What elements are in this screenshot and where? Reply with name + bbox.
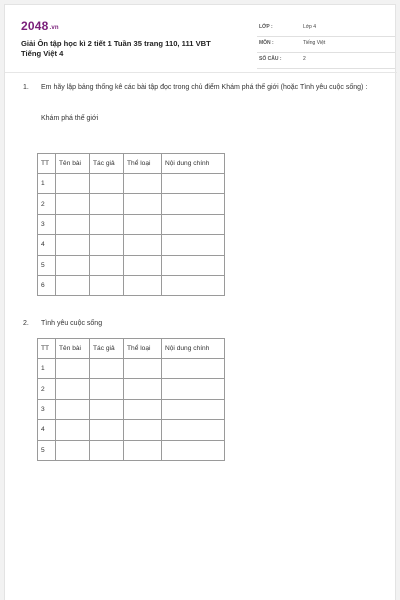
row-number: 5 bbox=[38, 255, 56, 275]
table-row bbox=[38, 420, 225, 440]
meta-subject-label: MÔN : bbox=[259, 40, 274, 46]
cell-title[interactable] bbox=[56, 214, 90, 234]
cell-genre[interactable] bbox=[124, 359, 162, 379]
col-header-author: Tác giả bbox=[90, 154, 124, 174]
meta-subject-value: Tiếng Việt bbox=[303, 40, 326, 46]
cell-genre[interactable] bbox=[124, 379, 162, 399]
cell-content[interactable] bbox=[162, 255, 225, 275]
cell-genre[interactable] bbox=[124, 420, 162, 440]
cell-genre[interactable] bbox=[124, 194, 162, 214]
document-header bbox=[21, 19, 387, 67]
row-number: 1 bbox=[38, 174, 56, 194]
cell-content[interactable] bbox=[162, 174, 225, 194]
table-row bbox=[38, 174, 225, 194]
table-row bbox=[38, 235, 225, 255]
cell-author[interactable] bbox=[90, 275, 124, 295]
cell-genre[interactable] bbox=[124, 174, 162, 194]
cell-title[interactable] bbox=[56, 420, 90, 440]
cell-author[interactable] bbox=[90, 359, 124, 379]
cell-author[interactable] bbox=[90, 379, 124, 399]
cell-content[interactable] bbox=[162, 359, 225, 379]
cell-content[interactable] bbox=[162, 275, 225, 295]
col-header-content: Nội dung chính bbox=[162, 339, 225, 359]
question-1-subheading: Khám phá thế giới bbox=[41, 115, 99, 122]
col-header-genre: Thể loại bbox=[124, 339, 162, 359]
cell-author[interactable] bbox=[90, 214, 124, 234]
col-header-title: Tên bài bbox=[56, 339, 90, 359]
cell-genre[interactable] bbox=[124, 440, 162, 460]
row-number: 1 bbox=[38, 359, 56, 379]
logo-text: 2048 bbox=[21, 19, 49, 33]
table-row bbox=[38, 214, 225, 234]
cell-title[interactable] bbox=[56, 359, 90, 379]
col-header-tt: TT bbox=[38, 339, 56, 359]
row-number: 2 bbox=[38, 194, 56, 214]
cell-title[interactable] bbox=[56, 399, 90, 419]
meta-row-class bbox=[257, 21, 395, 37]
table-row bbox=[38, 275, 225, 295]
question-2-number: 2. bbox=[23, 320, 29, 327]
row-number: 4 bbox=[38, 420, 56, 440]
question-1-number: 1. bbox=[23, 84, 29, 91]
row-number: 5 bbox=[38, 440, 56, 460]
cell-author[interactable] bbox=[90, 235, 124, 255]
cell-genre[interactable] bbox=[124, 275, 162, 295]
col-header-title: Tên bài bbox=[56, 154, 90, 174]
header-divider bbox=[5, 72, 397, 73]
cell-title[interactable] bbox=[56, 255, 90, 275]
cell-content[interactable] bbox=[162, 214, 225, 234]
site-logo[interactable] bbox=[21, 19, 59, 33]
row-number: 3 bbox=[38, 399, 56, 419]
cell-genre[interactable] bbox=[124, 214, 162, 234]
meta-class-value: Lớp 4 bbox=[303, 24, 317, 30]
cell-title[interactable] bbox=[56, 235, 90, 255]
row-number: 2 bbox=[38, 379, 56, 399]
col-header-content: Nội dung chính bbox=[162, 154, 225, 174]
cell-content[interactable] bbox=[162, 420, 225, 440]
logo-tld: .vn bbox=[49, 25, 59, 31]
col-header-genre: Thể loại bbox=[124, 154, 162, 174]
table-header-row bbox=[38, 339, 225, 359]
cell-genre[interactable] bbox=[124, 235, 162, 255]
document-meta bbox=[257, 21, 395, 69]
document-page bbox=[4, 4, 396, 600]
table-header-row bbox=[38, 154, 225, 174]
stats-table-1 bbox=[37, 153, 225, 296]
table-row bbox=[38, 359, 225, 379]
meta-row-count bbox=[257, 53, 395, 69]
cell-title[interactable] bbox=[56, 440, 90, 460]
row-number: 6 bbox=[38, 275, 56, 295]
question-1-text: Em hãy lập bảng thống kê các bài tập đọc trong chủ điểm Khám phá thế giới (hoặc Tình yêu cuộc sống) : bbox=[41, 84, 368, 91]
cell-author[interactable] bbox=[90, 255, 124, 275]
row-number: 3 bbox=[38, 214, 56, 234]
meta-row-subject bbox=[257, 37, 395, 53]
cell-content[interactable] bbox=[162, 440, 225, 460]
question-2-text: Tình yêu cuộc sống bbox=[41, 320, 103, 327]
cell-author[interactable] bbox=[90, 440, 124, 460]
cell-title[interactable] bbox=[56, 275, 90, 295]
meta-class-label: LỚP : bbox=[259, 24, 273, 30]
cell-content[interactable] bbox=[162, 399, 225, 419]
cell-author[interactable] bbox=[90, 174, 124, 194]
table-row bbox=[38, 379, 225, 399]
col-header-author: Tác giả bbox=[90, 339, 124, 359]
col-header-tt: TT bbox=[38, 154, 56, 174]
cell-title[interactable] bbox=[56, 194, 90, 214]
cell-genre[interactable] bbox=[124, 255, 162, 275]
table-row bbox=[38, 399, 225, 419]
cell-title[interactable] bbox=[56, 379, 90, 399]
cell-title[interactable] bbox=[56, 174, 90, 194]
cell-author[interactable] bbox=[90, 399, 124, 419]
row-number: 4 bbox=[38, 235, 56, 255]
meta-count-value: 2 bbox=[303, 56, 306, 62]
cell-author[interactable] bbox=[90, 420, 124, 440]
cell-content[interactable] bbox=[162, 194, 225, 214]
cell-content[interactable] bbox=[162, 235, 225, 255]
cell-content[interactable] bbox=[162, 379, 225, 399]
table-row bbox=[38, 440, 225, 460]
stats-table-2 bbox=[37, 338, 225, 461]
cell-author[interactable] bbox=[90, 194, 124, 214]
table-row bbox=[38, 255, 225, 275]
page-title: Giải Ôn tập học kì 2 tiết 1 Tuần 35 trang 110, 111 VBT Tiếng Việt 4 bbox=[21, 39, 211, 58]
meta-count-label: SỐ CÂU : bbox=[259, 56, 282, 62]
cell-genre[interactable] bbox=[124, 399, 162, 419]
table-row bbox=[38, 194, 225, 214]
